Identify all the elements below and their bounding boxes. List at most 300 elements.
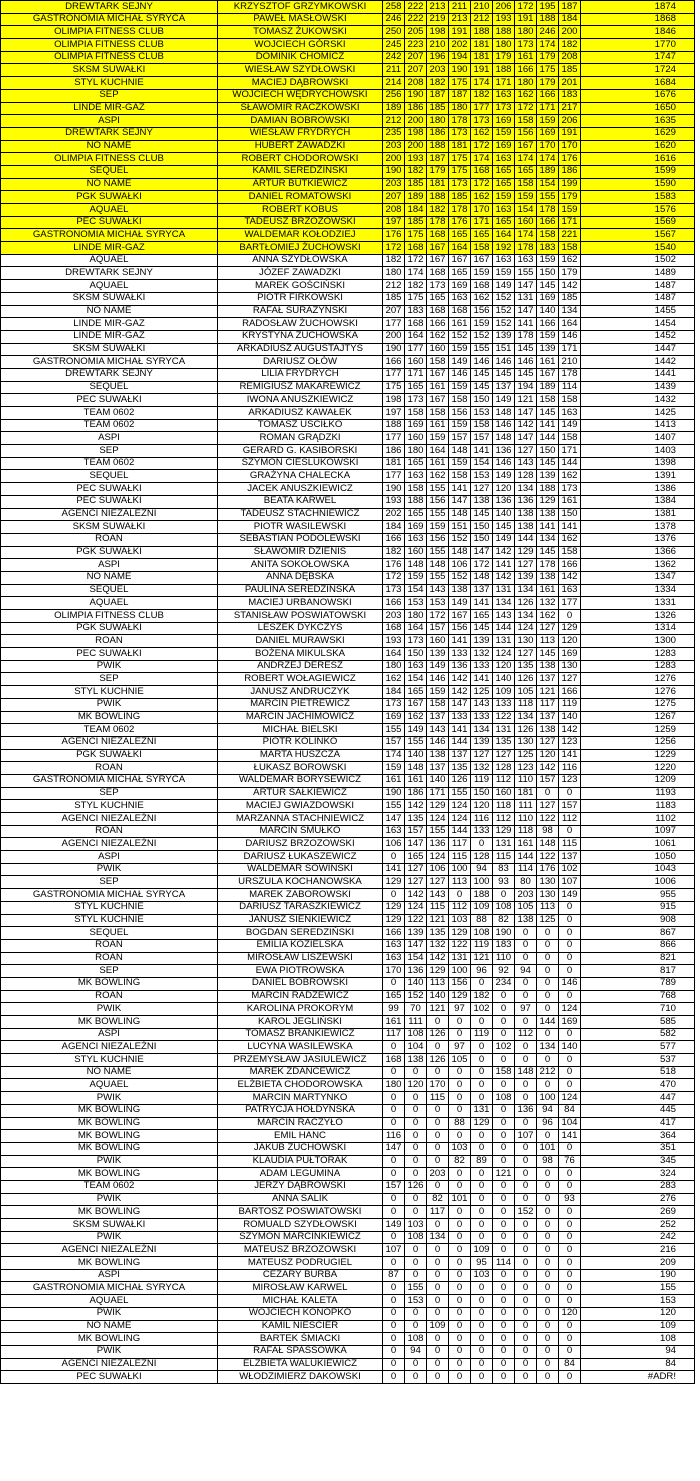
game-2-cell: 147 bbox=[405, 838, 427, 851]
team-cell: MK BOWLING bbox=[1, 1016, 218, 1029]
game-7-cell: 0 bbox=[515, 1193, 537, 1206]
player-cell: ŁUKASZ BOROWSKI bbox=[218, 762, 383, 775]
game-5-cell: 172 bbox=[471, 140, 493, 153]
table-row-highlighted bbox=[1, 64, 695, 77]
total-cell: 94 bbox=[581, 1345, 695, 1358]
team-cell: PWIK bbox=[1, 1155, 218, 1168]
game-2-cell: 108 bbox=[405, 1333, 427, 1346]
player-cell: MARCIN MARTYNKO bbox=[218, 1092, 383, 1105]
game-2-cell: 0 bbox=[405, 1320, 427, 1333]
game-1-cell: 87 bbox=[383, 1269, 405, 1282]
game-5-cell: 167 bbox=[471, 254, 493, 267]
game-8-cell: 174 bbox=[537, 153, 559, 166]
game-1-cell: 190 bbox=[383, 165, 405, 178]
game-6-cell: 124 bbox=[493, 648, 515, 661]
table-row bbox=[1, 698, 695, 711]
game-7-cell: 0 bbox=[515, 1016, 537, 1029]
player-cell: ANDRZEJ DERESZ bbox=[218, 660, 383, 673]
game-4-cell: 175 bbox=[449, 153, 471, 166]
game-5-cell: 173 bbox=[471, 115, 493, 128]
table-row bbox=[1, 1244, 695, 1257]
game-2-cell: 165 bbox=[405, 457, 427, 470]
player-cell: MACIEJ DĄBROWSKI bbox=[218, 77, 383, 90]
game-9-cell: 0 bbox=[559, 1168, 581, 1181]
game-5-cell: 147 bbox=[471, 546, 493, 559]
game-6-cell: 146 bbox=[493, 457, 515, 470]
game-1-cell: 172 bbox=[383, 242, 405, 255]
game-5-cell: 181 bbox=[471, 39, 493, 52]
game-7-cell: 0 bbox=[515, 1358, 537, 1371]
player-cell: MAREK GOŚCIŃSKI bbox=[218, 280, 383, 293]
game-1-cell: 180 bbox=[383, 1079, 405, 1092]
game-8-cell: 138 bbox=[537, 571, 559, 584]
game-3-cell: 135 bbox=[427, 927, 449, 940]
game-9-cell: 120 bbox=[559, 635, 581, 648]
player-cell: KLAUDIA PUŁTORAK bbox=[218, 1155, 383, 1168]
game-9-cell: 0 bbox=[559, 825, 581, 838]
table-row bbox=[1, 901, 695, 914]
game-7-cell: 121 bbox=[515, 394, 537, 407]
total-cell: 1487 bbox=[581, 292, 695, 305]
game-9-cell: 173 bbox=[559, 483, 581, 496]
game-2-cell: 182 bbox=[405, 280, 427, 293]
game-9-cell: 0 bbox=[559, 1206, 581, 1219]
game-8-cell: 117 bbox=[537, 698, 559, 711]
game-2-cell: 165 bbox=[405, 508, 427, 521]
team-cell: SEP bbox=[1, 673, 218, 686]
team-cell: PWIK bbox=[1, 1193, 218, 1206]
game-6-cell: 131 bbox=[493, 838, 515, 851]
game-7-cell: 163 bbox=[515, 254, 537, 267]
team-cell: STYL KUCHNIE bbox=[1, 914, 218, 927]
player-cell: WIESŁAW FRYDRYCH bbox=[218, 127, 383, 140]
game-4-cell: 129 bbox=[449, 927, 471, 940]
game-1-cell: 117 bbox=[383, 1028, 405, 1041]
total-cell: 1447 bbox=[581, 343, 695, 356]
game-3-cell: 187 bbox=[427, 153, 449, 166]
game-7-cell: 145 bbox=[515, 368, 537, 381]
game-6-cell: 0 bbox=[493, 1155, 515, 1168]
player-cell: BARTOSZ POSWIATOWSKI bbox=[218, 1206, 383, 1219]
game-5-cell: 132 bbox=[471, 762, 493, 775]
game-6-cell: 149 bbox=[493, 470, 515, 483]
game-7-cell: 172 bbox=[515, 1, 537, 14]
team-cell: NO NAME bbox=[1, 178, 218, 191]
team-cell: TEAM 0602 bbox=[1, 407, 218, 420]
team-cell: PWIK bbox=[1, 1307, 218, 1320]
total-cell: 1629 bbox=[581, 127, 695, 140]
game-1-cell: 256 bbox=[383, 89, 405, 102]
team-cell: OLIMPIA FITNESS CLUB bbox=[1, 39, 218, 52]
game-1-cell: 203 bbox=[383, 140, 405, 153]
game-3-cell: 146 bbox=[427, 673, 449, 686]
total-cell: 1347 bbox=[581, 571, 695, 584]
game-6-cell: 192 bbox=[493, 242, 515, 255]
total-cell: 153 bbox=[581, 1295, 695, 1308]
table-row bbox=[1, 686, 695, 699]
game-2-cell: 152 bbox=[405, 990, 427, 1003]
game-5-cell: 143 bbox=[471, 698, 493, 711]
team-cell: PWIK bbox=[1, 863, 218, 876]
game-7-cell: 144 bbox=[515, 851, 537, 864]
game-6-cell: 0 bbox=[493, 1333, 515, 1346]
player-cell: EMILIA KOZIELSKA bbox=[218, 939, 383, 952]
game-2-cell: 189 bbox=[405, 191, 427, 204]
game-6-cell: 180 bbox=[493, 39, 515, 52]
game-5-cell: 88 bbox=[471, 914, 493, 927]
game-4-cell: 149 bbox=[449, 597, 471, 610]
game-1-cell: 166 bbox=[383, 927, 405, 940]
game-7-cell: 138 bbox=[515, 521, 537, 534]
game-2-cell: 0 bbox=[405, 1244, 427, 1257]
game-3-cell: 165 bbox=[427, 292, 449, 305]
game-4-cell: 190 bbox=[449, 64, 471, 77]
game-3-cell: 115 bbox=[427, 1092, 449, 1105]
player-cell: ROMUALD SZYDŁOWSKI bbox=[218, 1219, 383, 1232]
game-9-cell: 0 bbox=[559, 610, 581, 623]
game-3-cell: 149 bbox=[427, 660, 449, 673]
game-9-cell: 0 bbox=[559, 1054, 581, 1067]
game-3-cell: 181 bbox=[427, 178, 449, 191]
game-8-cell: 212 bbox=[537, 1066, 559, 1079]
game-7-cell: 166 bbox=[515, 64, 537, 77]
game-5-cell: 0 bbox=[471, 838, 493, 851]
game-6-cell: 133 bbox=[493, 698, 515, 711]
game-1-cell: 235 bbox=[383, 127, 405, 140]
game-7-cell: 0 bbox=[515, 977, 537, 990]
table-row-highlighted bbox=[1, 102, 695, 115]
game-1-cell: 106 bbox=[383, 838, 405, 851]
game-9-cell: 179 bbox=[559, 267, 581, 280]
player-cell: MARCIN PIETREWICZ bbox=[218, 698, 383, 711]
team-cell: AGENCI NIEZALEŻNI bbox=[1, 1358, 218, 1371]
table-row bbox=[1, 546, 695, 559]
game-1-cell: 176 bbox=[383, 229, 405, 242]
game-2-cell: 174 bbox=[405, 267, 427, 280]
game-4-cell: 138 bbox=[449, 584, 471, 597]
game-6-cell: 0 bbox=[493, 1219, 515, 1232]
game-9-cell: 0 bbox=[559, 1066, 581, 1079]
game-4-cell: 0 bbox=[449, 1333, 471, 1346]
game-3-cell: 188 bbox=[427, 191, 449, 204]
game-1-cell: 203 bbox=[383, 178, 405, 191]
game-5-cell: 156 bbox=[471, 305, 493, 318]
game-1-cell: 242 bbox=[383, 51, 405, 64]
game-8-cell: 134 bbox=[537, 533, 559, 546]
game-1-cell: 149 bbox=[383, 1219, 405, 1232]
game-6-cell: 149 bbox=[493, 280, 515, 293]
game-2-cell: 185 bbox=[405, 216, 427, 229]
game-4-cell: 158 bbox=[449, 394, 471, 407]
game-7-cell: 0 bbox=[515, 1054, 537, 1067]
game-8-cell: 144 bbox=[537, 1016, 559, 1029]
player-cell: LILIA FRYDRYCH bbox=[218, 368, 383, 381]
player-cell: KAMIL NIEŚCIER bbox=[218, 1320, 383, 1333]
player-cell: KAMIL SEREDZIŃSKI bbox=[218, 165, 383, 178]
team-cell: ASPI bbox=[1, 432, 218, 445]
game-3-cell: 143 bbox=[427, 584, 449, 597]
game-1-cell: 180 bbox=[383, 660, 405, 673]
game-4-cell: 0 bbox=[449, 1168, 471, 1181]
game-5-cell: 0 bbox=[471, 1054, 493, 1067]
game-5-cell: 145 bbox=[471, 381, 493, 394]
game-1-cell: 0 bbox=[383, 1307, 405, 1320]
game-3-cell: 158 bbox=[427, 698, 449, 711]
game-3-cell: 178 bbox=[427, 216, 449, 229]
game-9-cell: 0 bbox=[559, 952, 581, 965]
table-row bbox=[1, 445, 695, 458]
game-9-cell: 144 bbox=[559, 457, 581, 470]
total-cell: 955 bbox=[581, 889, 695, 902]
game-9-cell: 0 bbox=[559, 1244, 581, 1257]
game-3-cell: 115 bbox=[427, 901, 449, 914]
player-cell: STANISŁAW POSWIATOWSKI bbox=[218, 610, 383, 623]
game-8-cell: 154 bbox=[537, 178, 559, 191]
game-3-cell: 179 bbox=[427, 165, 449, 178]
team-cell: ROAN bbox=[1, 635, 218, 648]
total-cell: 1386 bbox=[581, 483, 695, 496]
game-5-cell: 170 bbox=[471, 204, 493, 217]
game-9-cell: 0 bbox=[559, 1282, 581, 1295]
game-9-cell: 149 bbox=[559, 889, 581, 902]
game-5-cell: 139 bbox=[471, 736, 493, 749]
game-9-cell: 178 bbox=[559, 368, 581, 381]
game-6-cell: 110 bbox=[493, 952, 515, 965]
game-9-cell: 184 bbox=[559, 13, 581, 26]
table-row bbox=[1, 825, 695, 838]
game-4-cell: 122 bbox=[449, 939, 471, 952]
game-5-cell: 119 bbox=[471, 774, 493, 787]
game-9-cell: 158 bbox=[559, 242, 581, 255]
game-3-cell: 210 bbox=[427, 39, 449, 52]
game-5-cell: 109 bbox=[471, 901, 493, 914]
table-row bbox=[1, 1104, 695, 1117]
game-8-cell: 0 bbox=[537, 1028, 559, 1041]
game-7-cell: 147 bbox=[515, 280, 537, 293]
game-4-cell: 133 bbox=[449, 648, 471, 661]
table-row bbox=[1, 749, 695, 762]
game-1-cell: 161 bbox=[383, 1016, 405, 1029]
total-cell: 1283 bbox=[581, 660, 695, 673]
game-5-cell: 133 bbox=[471, 660, 493, 673]
table-row bbox=[1, 952, 695, 965]
player-cell: WOJCIECH KONOPKO bbox=[218, 1307, 383, 1320]
team-cell: GASTRONOMIA MICHAŁ SYRYCA bbox=[1, 774, 218, 787]
player-cell: BOŻENA MIKULSKA bbox=[218, 648, 383, 661]
game-9-cell: 137 bbox=[559, 851, 581, 864]
game-8-cell: 170 bbox=[537, 140, 559, 153]
total-cell: 1616 bbox=[581, 153, 695, 166]
team-cell: SEQUEL bbox=[1, 381, 218, 394]
player-cell: ROBERT CHODOROWSKI bbox=[218, 153, 383, 166]
game-9-cell: 107 bbox=[559, 876, 581, 889]
game-4-cell: 146 bbox=[449, 368, 471, 381]
game-9-cell: 158 bbox=[559, 546, 581, 559]
game-8-cell: 137 bbox=[537, 673, 559, 686]
total-cell: 1378 bbox=[581, 521, 695, 534]
game-9-cell: 141 bbox=[559, 521, 581, 534]
team-cell: NO NAME bbox=[1, 140, 218, 153]
game-7-cell: 152 bbox=[515, 1206, 537, 1219]
game-3-cell: 167 bbox=[427, 394, 449, 407]
game-5-cell: 0 bbox=[471, 1130, 493, 1143]
game-6-cell: 118 bbox=[493, 800, 515, 813]
game-7-cell: 0 bbox=[515, 1041, 537, 1054]
game-5-cell: 168 bbox=[471, 165, 493, 178]
team-cell: ROAN bbox=[1, 990, 218, 1003]
player-cell: MIROSŁAW LISZEWSKI bbox=[218, 952, 383, 965]
game-4-cell: 131 bbox=[449, 952, 471, 965]
game-9-cell: 171 bbox=[559, 216, 581, 229]
game-5-cell: 0 bbox=[471, 1180, 493, 1193]
table-row bbox=[1, 1028, 695, 1041]
game-4-cell: 0 bbox=[449, 1130, 471, 1143]
game-4-cell: 0 bbox=[449, 1219, 471, 1232]
table-row bbox=[1, 635, 695, 648]
game-3-cell: 0 bbox=[427, 1295, 449, 1308]
table-row bbox=[1, 863, 695, 876]
game-8-cell: 0 bbox=[537, 939, 559, 952]
game-3-cell: 158 bbox=[427, 407, 449, 420]
game-1-cell: 0 bbox=[383, 977, 405, 990]
game-7-cell: 130 bbox=[515, 736, 537, 749]
game-9-cell: 186 bbox=[559, 165, 581, 178]
game-5-cell: 0 bbox=[471, 1066, 493, 1079]
team-cell: MK BOWLING bbox=[1, 1104, 218, 1117]
game-5-cell: 153 bbox=[471, 407, 493, 420]
total-cell: 1183 bbox=[581, 800, 695, 813]
game-3-cell: 168 bbox=[427, 267, 449, 280]
table-row-highlighted bbox=[1, 26, 695, 39]
game-9-cell: 149 bbox=[559, 419, 581, 432]
game-7-cell: 0 bbox=[515, 1092, 537, 1105]
player-cell: ROBERT WOŁAGIEWICZ bbox=[218, 673, 383, 686]
game-4-cell: 115 bbox=[449, 851, 471, 864]
team-cell: AGENCI NIEZALEŻNI bbox=[1, 1244, 218, 1257]
game-4-cell: 163 bbox=[449, 292, 471, 305]
game-8-cell: 127 bbox=[537, 736, 559, 749]
table-row bbox=[1, 660, 695, 673]
game-3-cell: 155 bbox=[427, 508, 449, 521]
game-2-cell: 185 bbox=[405, 178, 427, 191]
game-6-cell: 0 bbox=[493, 1231, 515, 1244]
game-2-cell: 0 bbox=[405, 1104, 427, 1117]
game-1-cell: 166 bbox=[383, 356, 405, 369]
game-6-cell: 190 bbox=[493, 927, 515, 940]
player-cell: MARCIN SMUŁKO bbox=[218, 825, 383, 838]
game-8-cell: 122 bbox=[537, 851, 559, 864]
table-row bbox=[1, 1333, 695, 1346]
table-row-highlighted bbox=[1, 51, 695, 64]
table-row bbox=[1, 762, 695, 775]
game-3-cell: 159 bbox=[427, 686, 449, 699]
game-8-cell: 179 bbox=[537, 77, 559, 90]
game-7-cell: 134 bbox=[515, 584, 537, 597]
game-7-cell: 138 bbox=[515, 914, 537, 927]
game-9-cell: 114 bbox=[559, 381, 581, 394]
game-1-cell: 181 bbox=[383, 457, 405, 470]
table-row bbox=[1, 521, 695, 534]
game-8-cell: 121 bbox=[537, 686, 559, 699]
player-cell: EWA PIOTROWSKA bbox=[218, 965, 383, 978]
total-cell: 1391 bbox=[581, 470, 695, 483]
game-1-cell: 197 bbox=[383, 216, 405, 229]
table-row bbox=[1, 533, 695, 546]
game-6-cell: 145 bbox=[493, 368, 515, 381]
game-1-cell: 169 bbox=[383, 711, 405, 724]
game-9-cell: 166 bbox=[559, 559, 581, 572]
team-cell: MK BOWLING bbox=[1, 711, 218, 724]
total-cell: 252 bbox=[581, 1219, 695, 1232]
game-4-cell: 0 bbox=[449, 1269, 471, 1282]
game-8-cell: 138 bbox=[537, 724, 559, 737]
total-cell: 1275 bbox=[581, 698, 695, 711]
game-4-cell: 159 bbox=[449, 343, 471, 356]
game-1-cell: 189 bbox=[383, 102, 405, 115]
team-cell: MK BOWLING bbox=[1, 1168, 218, 1181]
team-cell: MK BOWLING bbox=[1, 1206, 218, 1219]
game-5-cell: 0 bbox=[471, 1142, 493, 1155]
game-7-cell: 0 bbox=[515, 1320, 537, 1333]
game-3-cell: 148 bbox=[427, 559, 449, 572]
game-6-cell: 115 bbox=[493, 851, 515, 864]
game-2-cell: 164 bbox=[405, 622, 427, 635]
total-cell: 276 bbox=[581, 1193, 695, 1206]
table-row bbox=[1, 1307, 695, 1320]
team-cell: AQUAEL bbox=[1, 280, 218, 293]
game-8-cell: 166 bbox=[537, 216, 559, 229]
team-cell: AGENCI NIEZALEŻNI bbox=[1, 1041, 218, 1054]
game-7-cell: 118 bbox=[515, 825, 537, 838]
player-cell: PIOTR KOLINKO bbox=[218, 736, 383, 749]
game-4-cell: 178 bbox=[449, 115, 471, 128]
game-8-cell: 171 bbox=[537, 102, 559, 115]
game-2-cell: 162 bbox=[405, 711, 427, 724]
game-3-cell: 188 bbox=[427, 140, 449, 153]
game-5-cell: 165 bbox=[471, 610, 493, 623]
game-9-cell: 120 bbox=[559, 1307, 581, 1320]
game-6-cell: 159 bbox=[493, 127, 515, 140]
total-cell: 283 bbox=[581, 1180, 695, 1193]
game-5-cell: 165 bbox=[471, 229, 493, 242]
total-cell: 1006 bbox=[581, 876, 695, 889]
game-7-cell: 125 bbox=[515, 749, 537, 762]
game-5-cell: 182 bbox=[471, 990, 493, 1003]
game-6-cell: 142 bbox=[493, 571, 515, 584]
game-2-cell: 160 bbox=[405, 432, 427, 445]
game-8-cell: 0 bbox=[537, 1231, 559, 1244]
team-cell: PEC SUWAŁKI bbox=[1, 394, 218, 407]
game-8-cell: 145 bbox=[537, 457, 559, 470]
total-cell: 1326 bbox=[581, 610, 695, 623]
table-row bbox=[1, 1282, 695, 1295]
team-cell: GASTRONOMIA MICHAŁ SYRYCA bbox=[1, 1282, 218, 1295]
game-8-cell: 183 bbox=[537, 242, 559, 255]
game-8-cell: 0 bbox=[537, 1054, 559, 1067]
game-4-cell: 126 bbox=[449, 774, 471, 787]
team-cell: SEQUEL bbox=[1, 165, 218, 178]
game-9-cell: 0 bbox=[559, 939, 581, 952]
game-6-cell: 146 bbox=[493, 419, 515, 432]
game-9-cell: 177 bbox=[559, 597, 581, 610]
game-6-cell: 92 bbox=[493, 965, 515, 978]
total-cell: 1583 bbox=[581, 191, 695, 204]
game-8-cell: 161 bbox=[537, 356, 559, 369]
team-cell: MK BOWLING bbox=[1, 977, 218, 990]
table-row bbox=[1, 419, 695, 432]
game-2-cell: 165 bbox=[405, 686, 427, 699]
game-4-cell: 136 bbox=[449, 660, 471, 673]
